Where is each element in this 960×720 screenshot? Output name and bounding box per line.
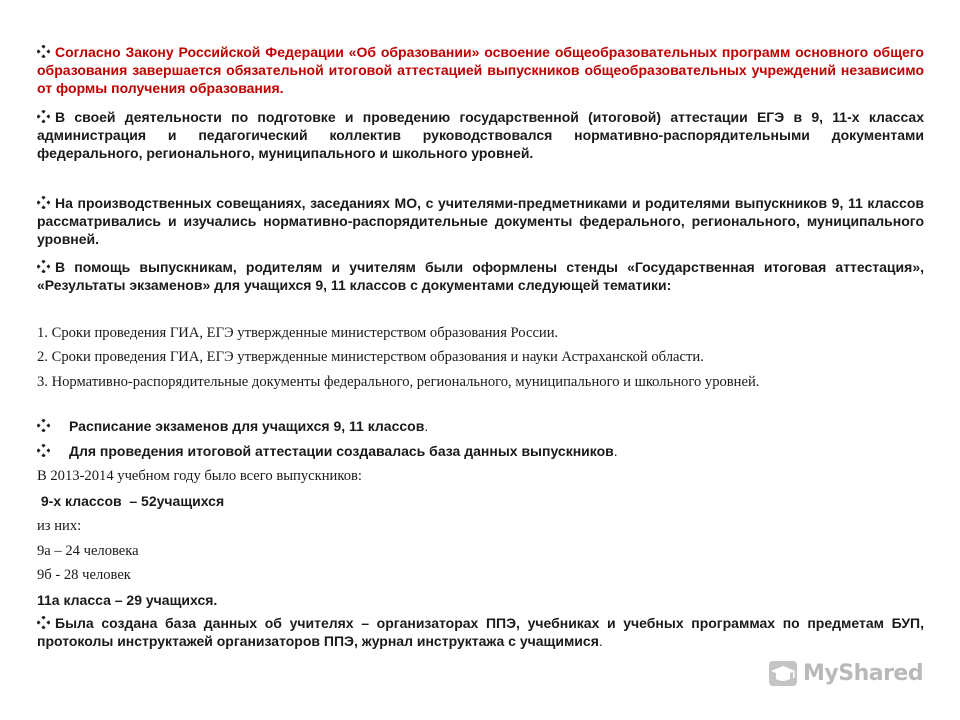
- graduates-9b: 9б - 28 человек: [37, 567, 131, 583]
- diamond-bullet-icon: [37, 260, 50, 273]
- paragraph-stands-text: В помощь выпускникам, родителям и учителям были оформлены стенды «Государственная итоговая аттестация», «Результаты экзаменов» для учащихся 9, 11 классов с документами следующей тематики:: [37, 259, 924, 294]
- paragraph-teachers-db-text: Была создана база данных об учителях – организаторах ППЭ, учебниках и учебных программах по предметам БУП, протоколы инструктажей организаторов ППЭ, журнал инструктажа с учащимися: [37, 615, 924, 650]
- watermark-text: MyShared: [803, 660, 924, 686]
- paragraph-schedule-text: Расписание экзаменов для учащихся 9, 11 классов: [69, 418, 425, 434]
- list-item-3: [37, 373, 897, 391]
- paragraph-law: [37, 43, 924, 98]
- paragraph-database-text: Для проведения итоговой аттестации создавалась база данных выпускников: [69, 443, 614, 459]
- paragraph-activity-text: В своей деятельности по подготовке и проведению государственной (итоговой) аттестации ЕГЭ в 9, 11-х классах администрация и педагогический коллектив руководствовался нормативно-распорядительными документами федерального, регионального, муниципального и школьного уровней.: [37, 109, 924, 162]
- paragraph-activity: [37, 108, 924, 163]
- graduates-year: В 2013-2014 учебном году было всего выпускников:: [37, 468, 362, 484]
- list-item-1: 1. Сроки проведения ГИА, ЕГЭ утвержденные министерством образования России.: [37, 325, 559, 341]
- paragraph-meetings-text: На производственных совещаниях, заседаниях МО, с учителями-предметниками и родителями выпускников 9, 11 классов рассматривались и изучались нормативно-распорядительные документы федерального, регионального, муниципального уровней.: [37, 195, 924, 248]
- graduates-9-total: 9-х классов – 52учащихся: [37, 493, 225, 509]
- diamond-bullet-icon: [37, 110, 50, 123]
- paragraph-law-text: Согласно Закону Российской Федерации «Об образовании» освоение общеобразовательных программ основного общего образования завершается обязательной итоговой аттестацией выпускников общеобразовательных учреждений независимо от формы получения образования.: [37, 44, 924, 97]
- paragraph-schedule: Расписание экзаменов для учащихся 9, 11 классов.: [37, 417, 924, 435]
- diamond-bullet-icon: [37, 419, 50, 432]
- list-item-3-text: 3. Нормативно-распорядительные документы федерального, регионального, муниципального и школьного уровней.: [37, 374, 760, 390]
- paragraph-teachers-db: Была создана база данных об учителях – организаторах ППЭ, учебниках и учебных программах по предметам БУП, протоколы инструктажей организаторов ППЭ, журнал инструктажа с учащимися.: [37, 615, 924, 650]
- paragraph-stands: [37, 258, 924, 294]
- list-item-2: 2. Сроки проведения ГИА, ЕГЭ утвержденные министерством образования и науки Астраханской области.: [37, 349, 704, 365]
- diamond-bullet-icon: [37, 444, 50, 457]
- paragraph-meetings: [37, 194, 924, 249]
- graduates-of-them: из них:: [37, 518, 82, 534]
- graduates-11a: 11а класса – 29 учащихся.: [37, 592, 218, 608]
- watermark: [768, 657, 923, 689]
- mortarboard-logo-icon: [768, 658, 798, 688]
- graduates-9a: 9а – 24 человека: [37, 543, 139, 559]
- diamond-bullet-icon: [37, 616, 50, 629]
- diamond-bullet-icon: [37, 45, 50, 58]
- diamond-bullet-icon: [37, 196, 50, 209]
- paragraph-database: Для проведения итоговой аттестации создавалась база данных выпускников.: [37, 442, 924, 460]
